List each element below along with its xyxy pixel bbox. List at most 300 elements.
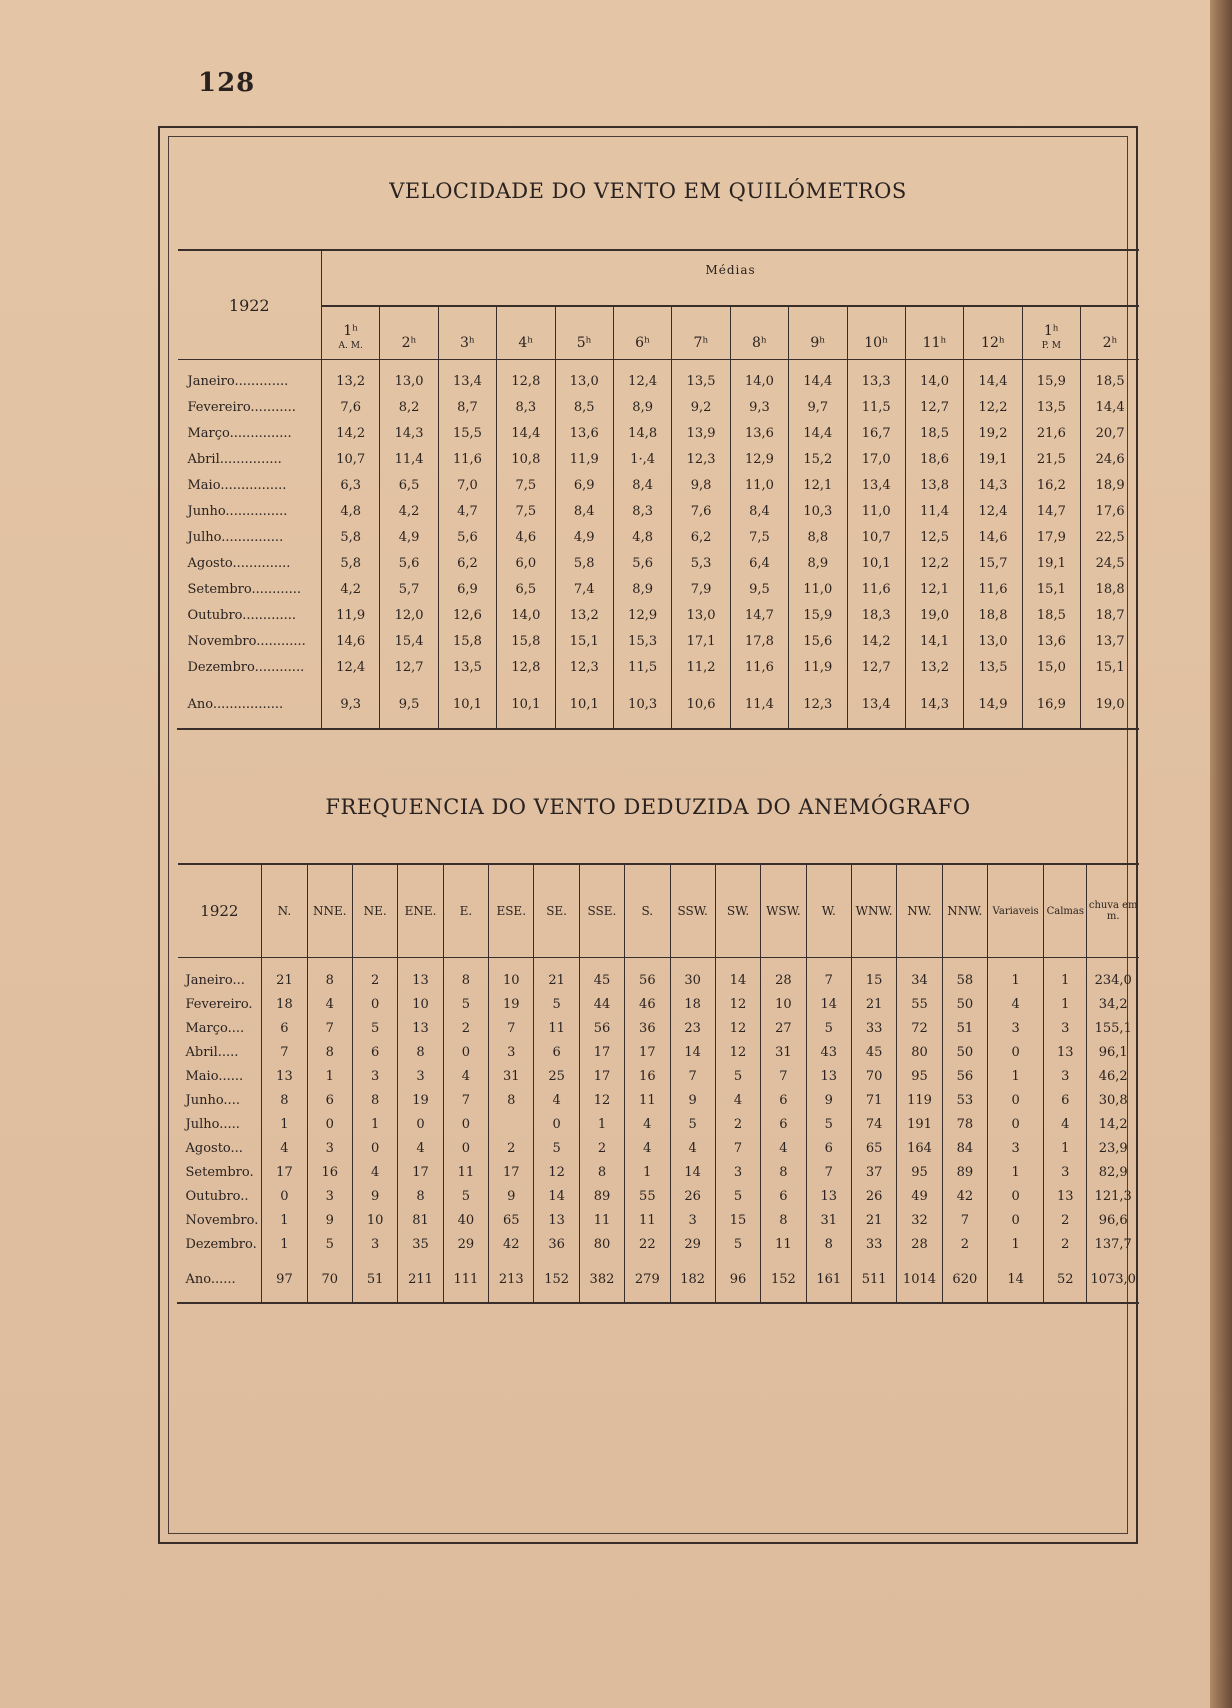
table-cell: 17 [262,1160,307,1184]
table-cell: 11,5 [613,654,671,680]
month-label: Fevereiro........... [187,399,296,415]
table-cell: 17,1 [672,628,730,654]
table-cell: 8,8 [789,524,847,550]
month-label: Maio................ [187,477,287,493]
total-cell: 97 [262,1256,307,1303]
direction-header: chuva em m. [1087,864,1139,958]
month-label: Março.... [185,1020,245,1036]
table-cell: 8 [307,958,352,993]
table-cell: 7,0 [438,472,496,498]
table-cell: 21 [534,958,579,993]
table-cell: 6,5 [497,576,555,602]
table-cell: 1 [625,1160,670,1184]
table-row [178,602,1140,628]
table-cell: 16 [307,1160,352,1184]
table-cell: 96,1 [1087,1040,1139,1064]
table-cell: 0 [988,1184,1044,1208]
table-cell: 7,6 [672,498,730,524]
table-cell: 28 [761,958,806,993]
table-cell: 13,8 [905,472,963,498]
velocity-title: VELOCIDADE DO VENTO EM QUILÓMETROS [389,179,907,203]
table-cell: 8,5 [555,394,613,420]
total-cell: 211 [398,1256,443,1303]
table-cell: 2 [352,958,397,993]
table-cell: 21,6 [1022,420,1080,446]
total-cell: 511 [851,1256,896,1303]
table-cell: 11,0 [789,576,847,602]
table-cell: 12,5 [905,524,963,550]
table-cell: 33 [851,1232,896,1256]
month-label: Novembro............ [187,633,306,649]
table-cell: 17,6 [1081,498,1140,524]
table-cell: 10,1 [847,550,905,576]
table-cell: 5 [307,1232,352,1256]
table-cell: 3 [1044,1064,1087,1088]
table-cell: 3 [670,1208,715,1232]
table-cell: 8 [579,1160,624,1184]
total-cell: 96 [715,1256,760,1303]
table-cell: 12,7 [380,654,438,680]
table-cell: 4 [262,1136,307,1160]
table-cell: 1 [352,1112,397,1136]
table-cell: 14,4 [789,360,847,395]
table-cell: 11 [534,1016,579,1040]
table-cell: 18,5 [1022,602,1080,628]
table-cell: 95 [897,1160,942,1184]
table-cell: 10 [398,992,443,1016]
table-cell: 1 [1044,1136,1087,1160]
table-cell: 8 [398,1184,443,1208]
table-cell: 21 [262,958,307,993]
table-cell: 2 [579,1136,624,1160]
table-cell: 18,5 [905,420,963,446]
table-cell: 18 [262,992,307,1016]
table-cell: 9 [352,1184,397,1208]
table-cell: 95 [897,1064,942,1088]
total-cell: 51 [352,1256,397,1303]
table-cell: 14,2 [322,420,380,446]
table-cell: 4 [988,992,1044,1016]
table-cell: 13 [262,1064,307,1088]
table-cell: 1 [988,1232,1044,1256]
table-cell: 8 [307,1040,352,1064]
table-cell: 56 [579,1016,624,1040]
table-cell: 7,5 [497,472,555,498]
table-cell: 7 [443,1088,488,1112]
table-cell: 50 [942,1040,987,1064]
table-row [178,498,1140,524]
table-cell: 5 [715,1064,760,1088]
direction-header: S. [625,864,670,958]
table-cell: 6 [534,1040,579,1064]
table-row [178,992,1140,1016]
month-label: Dezembro. [185,1236,257,1252]
month-label: Novembro. [185,1212,259,1228]
table-cell: 12,0 [380,602,438,628]
month-label: Fevereiro. [185,996,253,1012]
total-cell: 14 [988,1256,1044,1303]
table-cell: 6,0 [497,550,555,576]
table-cell: 12,2 [964,394,1022,420]
table-cell: 13,0 [380,360,438,395]
direction-header: WNW. [851,864,896,958]
table-cell: 18,8 [1081,576,1140,602]
table-cell: 164 [897,1136,942,1160]
table-cell: 3 [988,1136,1044,1160]
hour-header [322,306,380,360]
table-cell: 12,1 [789,472,847,498]
hour-header [905,306,963,360]
table-cell: 8,7 [438,394,496,420]
hour-label: 2ʰ [1102,335,1118,351]
table-cell: 4 [534,1088,579,1112]
table-cell: 4 [715,1088,760,1112]
table-cell: 1 [1044,992,1087,1016]
table-cell: 13,0 [964,628,1022,654]
table-cell: 5,6 [613,550,671,576]
table-row [178,472,1140,498]
table-cell: 31 [761,1040,806,1064]
table-cell: 12,8 [497,360,555,395]
hour-header [438,306,496,360]
table-cell: 5 [806,1112,851,1136]
table-cell: 9 [670,1088,715,1112]
table-cell: 89 [942,1160,987,1184]
table-cell: 49 [897,1184,942,1208]
table-cell: 70 [851,1064,896,1088]
table-cell: 14,7 [730,602,788,628]
table-cell: 6 [262,1016,307,1040]
table-cell: 13,0 [672,602,730,628]
table-cell: 15,1 [1081,654,1140,680]
table-cell: 6 [1044,1088,1087,1112]
table-cell: 13,6 [555,420,613,446]
hour-header [964,306,1022,360]
table-cell: 5 [534,992,579,1016]
table-cell: 14,6 [964,524,1022,550]
table-cell: 35 [398,1232,443,1256]
total-cell: 1073,0 [1087,1256,1139,1303]
table-cell: 21,5 [1022,446,1080,472]
table-cell: 13,4 [438,360,496,395]
month-label: Setembro............ [187,581,302,597]
month-label: Dezembro............ [187,659,305,675]
table-cell: 24,6 [1081,446,1140,472]
table-cell: 3 [307,1184,352,1208]
table-cell: 10 [761,992,806,1016]
table-cell: 0 [534,1112,579,1136]
table-cell: 0 [988,1088,1044,1112]
hour-label: 2ʰ [401,335,417,351]
hour-label: 3ʰ [459,335,475,351]
month-label: Maio...... [185,1068,244,1084]
velocity-table [177,249,1139,730]
table-cell: 0 [398,1112,443,1136]
table-cell: 30 [670,958,715,993]
table-cell: 11 [443,1160,488,1184]
table-cell: 18,5 [1081,360,1140,395]
table-cell: 7,6 [322,394,380,420]
table-row [178,1040,1140,1064]
table-cell: 11,0 [730,472,788,498]
table-cell: 9 [489,1184,534,1208]
total-cell: 12,3 [789,680,847,729]
table-row [178,360,1140,395]
table-cell: 23 [670,1016,715,1040]
table-cell: 12 [715,992,760,1016]
table-cell: 7,5 [730,524,788,550]
table-cell: 13,7 [1081,628,1140,654]
table-cell: 11 [579,1208,624,1232]
table-cell: 3 [398,1064,443,1088]
table-cell: 14,3 [964,472,1022,498]
table-cell: 25 [534,1064,579,1088]
table-cell: 13,6 [730,420,788,446]
hour-header [1081,306,1140,360]
table-cell: 34,2 [1087,992,1139,1016]
table-cell: 234,0 [1087,958,1139,993]
table-cell: 12,4 [322,654,380,680]
frequency-title: FREQUENCIA DO VENTO DEDUZIDA DO ANEMÓGRAFO [325,795,971,819]
table-cell: 5 [670,1112,715,1136]
table-cell: 6 [352,1040,397,1064]
hour-header [730,306,788,360]
table-cell: 31 [489,1064,534,1088]
table-cell: 8 [352,1088,397,1112]
direction-header: SSW. [670,864,715,958]
frequency-header-row [178,864,1140,958]
total-cell: 9,5 [380,680,438,729]
table-cell: 14,4 [789,420,847,446]
table-cell: 13,6 [1022,628,1080,654]
table-cell: 56 [942,1064,987,1088]
table-cell: 45 [579,958,624,993]
total-cell: 620 [942,1256,987,1303]
table-cell: 46 [625,992,670,1016]
table-row [178,1016,1140,1040]
table-cell: 4,2 [322,576,380,602]
month-label: Julho..... [185,1116,240,1132]
table-cell: 13,5 [964,654,1022,680]
table-cell: 16 [625,1064,670,1088]
total-cell: 10,3 [613,680,671,729]
table-cell: 4,8 [613,524,671,550]
table-cell: 12 [579,1088,624,1112]
table-cell: 0 [988,1040,1044,1064]
table-cell: 0 [988,1112,1044,1136]
table-cell: 37 [851,1160,896,1184]
total-cell: 9,3 [322,680,380,729]
table-cell: 12,4 [964,498,1022,524]
table-cell: 5 [443,1184,488,1208]
table-cell: 13,2 [322,360,380,395]
total-cell: 111 [443,1256,488,1303]
table-cell: 21 [851,1208,896,1232]
table-cell: 8,3 [613,498,671,524]
table-cell: 11 [761,1232,806,1256]
table-cell: 14,0 [730,360,788,395]
table-cell: 12,6 [438,602,496,628]
table-cell: 5,8 [555,550,613,576]
table-cell: 14 [534,1184,579,1208]
table-cell: 5 [443,992,488,1016]
table-row [178,1088,1140,1112]
table-cell: 12,1 [905,576,963,602]
table-cell: 8,3 [497,394,555,420]
hour-label: 4ʰ [518,335,534,351]
table-cell: 58 [942,958,987,993]
table-cell: 17 [489,1160,534,1184]
table-cell: 8,2 [380,394,438,420]
total-row [178,1256,1140,1303]
direction-header: Variaveis [988,864,1044,958]
table-cell: 15,1 [555,628,613,654]
table-cell: 7 [761,1064,806,1088]
frequency-body [178,958,1140,1305]
table-cell: 13 [534,1208,579,1232]
table-cell: 26 [670,1184,715,1208]
table-cell: 23,9 [1087,1136,1139,1160]
table-cell: 0 [988,1208,1044,1232]
table-cell: 71 [851,1088,896,1112]
month-label: Julho............... [187,529,284,545]
total-cell: 14,3 [905,680,963,729]
table-cell: 14,1 [905,628,963,654]
table-cell: 28 [897,1232,942,1256]
direction-header: NNE. [307,864,352,958]
table-cell: 9 [307,1208,352,1232]
total-cell: 152 [534,1256,579,1303]
hour-header [613,306,671,360]
table-cell: 89 [579,1184,624,1208]
table-cell: 9,5 [730,576,788,602]
table-cell: 1 [988,958,1044,993]
table-cell: 121,3 [1087,1184,1139,1208]
table-cell: 4,6 [497,524,555,550]
table-cell: 0 [352,992,397,1016]
table-cell: 1 [579,1112,624,1136]
total-cell: 19,0 [1081,680,1140,729]
table-cell: 13 [1044,1040,1087,1064]
direction-header: Calmas [1044,864,1087,958]
table-cell: 11,4 [905,498,963,524]
table-cell: 24,5 [1081,550,1140,576]
table-cell: 65 [489,1208,534,1232]
table-cell: 80 [579,1232,624,1256]
tables-frame [158,126,1138,1544]
table-cell: 6,2 [672,524,730,550]
table-cell: 4 [670,1136,715,1160]
table-cell: 29 [670,1232,715,1256]
table-cell: 15,2 [789,446,847,472]
table-cell: 4,2 [380,498,438,524]
total-cell: 13,4 [847,680,905,729]
table-cell: 15,8 [438,628,496,654]
table-cell: 7,9 [672,576,730,602]
table-cell: 7,5 [497,498,555,524]
table-cell: 22 [625,1232,670,1256]
table-row [178,1136,1140,1160]
month-label: Janeiro... [178,958,262,993]
table-cell: 0 [262,1184,307,1208]
table-cell: 13,5 [672,360,730,395]
table-cell: 3 [352,1064,397,1088]
table-cell: 12 [715,1016,760,1040]
table-cell: 65 [851,1136,896,1160]
hour-label: 7ʰ [693,335,709,351]
table-cell: 6 [761,1088,806,1112]
table-cell: 36 [534,1232,579,1256]
table-cell: 14,6 [322,628,380,654]
hour-header [847,306,905,360]
table-cell: 13,2 [555,602,613,628]
table-cell: 13,5 [438,654,496,680]
table-cell: 14,2 [1087,1112,1139,1136]
table-cell: 2 [715,1112,760,1136]
table-cell: 11,6 [964,576,1022,602]
table-cell: 14,3 [380,420,438,446]
hour-label: 10ʰ [864,335,889,351]
total-label: Ano...... [185,1271,236,1287]
total-cell: 382 [579,1256,624,1303]
table-cell: 14 [806,992,851,1016]
table-cell: 18,6 [905,446,963,472]
hour-label: 8ʰ [751,335,767,351]
table-cell: 9,3 [730,394,788,420]
table-cell: 137,7 [1087,1232,1139,1256]
table-cell: 10,7 [322,446,380,472]
total-cell: 152 [761,1256,806,1303]
table-cell: 15,0 [1022,654,1080,680]
tables-frame-inner [168,136,1138,1534]
hour-sublabel: A. M. [338,341,363,351]
table-row [178,654,1140,680]
table-cell: 7 [489,1016,534,1040]
hour-sublabel: P. M [1041,341,1061,351]
total-cell: 1014 [897,1256,942,1303]
total-cell: 182 [670,1256,715,1303]
table-cell: 55 [625,1184,670,1208]
hour-header [380,306,438,360]
table-cell: 4,9 [555,524,613,550]
table-cell: 8 [489,1088,534,1112]
table-cell: 8,9 [613,576,671,602]
table-cell: 51 [942,1016,987,1040]
hour-label: 12ʰ [981,335,1005,351]
table-cell: 3 [489,1040,534,1064]
rule-cell [178,729,1140,730]
table-cell: 6,9 [555,472,613,498]
table-cell: 14,4 [964,360,1022,395]
bottom-rule [178,1303,1140,1304]
table-cell: 44 [579,992,624,1016]
table-cell: 5,6 [438,524,496,550]
table-cell: 4 [398,1136,443,1160]
table-cell: 3 [352,1232,397,1256]
table-cell: 8 [806,1232,851,1256]
table-cell: 16,2 [1022,472,1080,498]
table-cell: 15,9 [1022,360,1080,395]
month-label: Março............... [187,425,292,441]
table-row [178,394,1140,420]
table-cell: 4,8 [322,498,380,524]
table-cell: 3 [715,1160,760,1184]
table-cell: 5,7 [380,576,438,602]
table-cell: 14,7 [1022,498,1080,524]
month-label: Abril............... [187,451,282,467]
table-cell: 14 [670,1040,715,1064]
table-cell: 13 [398,958,443,993]
